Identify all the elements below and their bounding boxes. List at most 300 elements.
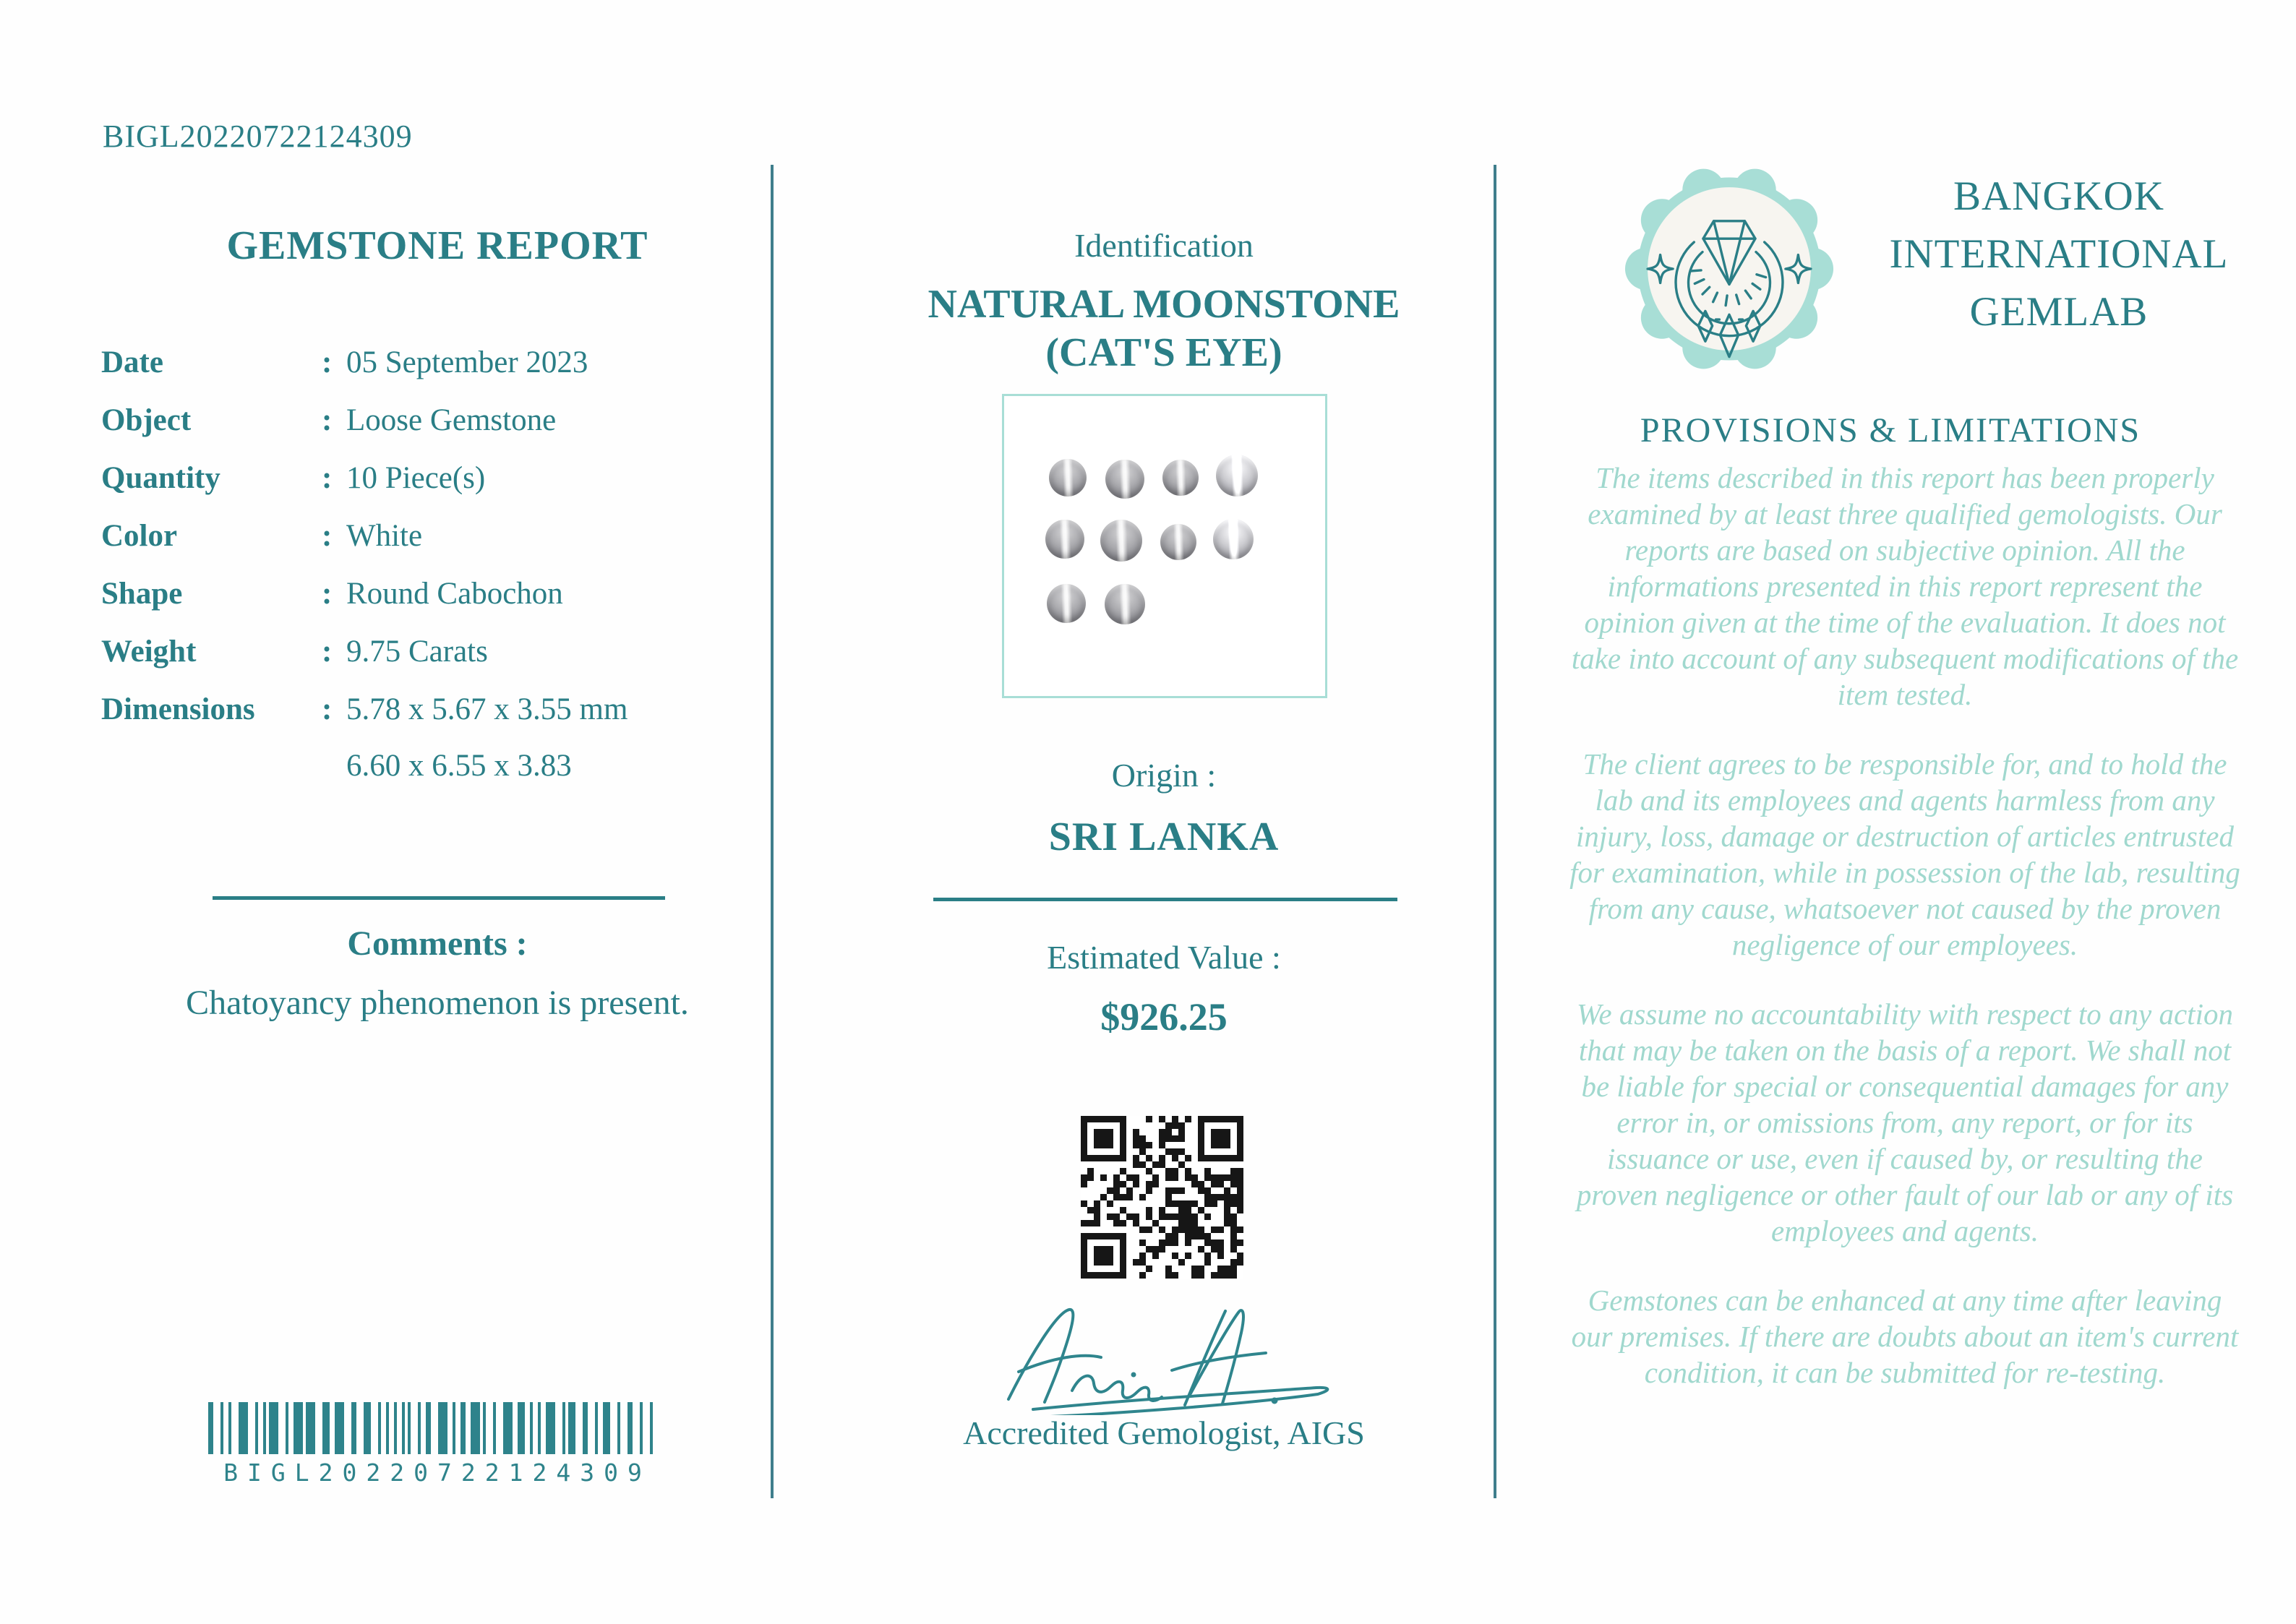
qr-module xyxy=(1178,1194,1185,1200)
qr-module xyxy=(1204,1181,1211,1187)
qr-module xyxy=(1204,1168,1211,1174)
qr-module xyxy=(1178,1213,1185,1220)
barcode-bar xyxy=(617,1402,620,1454)
qr-module xyxy=(1191,1194,1198,1200)
qr-module xyxy=(1217,1187,1224,1194)
qr-module xyxy=(1217,1148,1224,1155)
qr-module xyxy=(1120,1259,1126,1266)
qr-module xyxy=(1217,1168,1224,1174)
qr-module xyxy=(1159,1246,1165,1253)
qr-module xyxy=(1224,1187,1230,1194)
field-label: Color xyxy=(101,519,178,553)
qr-module xyxy=(1146,1155,1152,1161)
qr-module xyxy=(1133,1213,1139,1220)
qr-module xyxy=(1152,1129,1159,1135)
field-colon: : xyxy=(322,692,333,726)
qr-module xyxy=(1211,1226,1217,1233)
qr-module xyxy=(1237,1135,1243,1142)
qr-module xyxy=(1178,1135,1185,1142)
qr-module xyxy=(1198,1253,1204,1259)
qr-module xyxy=(1152,1253,1159,1259)
qr-module xyxy=(1217,1207,1224,1213)
gemstone xyxy=(1100,520,1142,562)
qr-module xyxy=(1191,1272,1198,1279)
qr-module xyxy=(1185,1246,1191,1253)
qr-module xyxy=(1139,1168,1146,1174)
qr-module xyxy=(1087,1187,1094,1194)
qr-module xyxy=(1237,1161,1243,1168)
qr-module xyxy=(1165,1161,1172,1168)
qr-module xyxy=(1191,1181,1198,1187)
qr-module xyxy=(1120,1207,1126,1213)
barcode-bar xyxy=(306,1402,315,1454)
qr-module xyxy=(1133,1148,1139,1155)
qr-module xyxy=(1081,1213,1087,1220)
qr-module xyxy=(1120,1272,1126,1279)
qr-module xyxy=(1126,1246,1133,1253)
qr-module xyxy=(1159,1266,1165,1272)
qr-module xyxy=(1126,1213,1133,1220)
qr-module xyxy=(1120,1142,1126,1148)
qr-module xyxy=(1165,1246,1172,1253)
qr-module xyxy=(1081,1253,1087,1259)
qr-module xyxy=(1100,1194,1107,1200)
qr-module xyxy=(1165,1129,1172,1135)
qr-module xyxy=(1198,1129,1204,1135)
table-row xyxy=(101,517,774,555)
qr-module xyxy=(1120,1233,1126,1240)
qr-module xyxy=(1237,1129,1243,1135)
qr-module xyxy=(1146,1129,1152,1135)
qr-module xyxy=(1237,1207,1243,1213)
qr-module xyxy=(1081,1194,1087,1200)
qr-module xyxy=(1126,1122,1133,1129)
qr-module xyxy=(1100,1129,1107,1135)
qr-module xyxy=(1217,1266,1224,1272)
qr-module xyxy=(1224,1129,1230,1135)
qr-module xyxy=(1100,1240,1107,1246)
qr-module xyxy=(1133,1142,1139,1148)
qr-module xyxy=(1126,1200,1133,1207)
qr-module xyxy=(1204,1233,1211,1240)
qr-module xyxy=(1146,1266,1152,1272)
qr-module xyxy=(1191,1122,1198,1129)
qr-module xyxy=(1178,1122,1185,1129)
qr-module xyxy=(1185,1129,1191,1135)
qr-module xyxy=(1100,1246,1107,1253)
qr-module xyxy=(1224,1240,1230,1246)
qr-module xyxy=(1094,1213,1100,1220)
field-label: Shape xyxy=(101,577,183,611)
qr-module xyxy=(1159,1207,1165,1213)
qr-module xyxy=(1152,1200,1159,1207)
qr-module xyxy=(1230,1200,1237,1207)
gemstone xyxy=(1045,520,1084,559)
qr-module xyxy=(1198,1259,1204,1266)
qr-module xyxy=(1152,1272,1159,1279)
qr-module xyxy=(1113,1200,1120,1207)
qr-module xyxy=(1191,1246,1198,1253)
qr-module xyxy=(1224,1253,1230,1259)
qr-module xyxy=(1126,1233,1133,1240)
column-divider-right xyxy=(1494,165,1496,1498)
qr-module xyxy=(1185,1200,1191,1207)
qr-module xyxy=(1204,1266,1211,1272)
qr-module xyxy=(1139,1246,1146,1253)
qr-module xyxy=(1146,1220,1152,1226)
qr-module xyxy=(1139,1253,1146,1259)
qr-module xyxy=(1081,1181,1087,1187)
signature xyxy=(987,1292,1363,1415)
qr-module xyxy=(1230,1194,1237,1200)
qr-module xyxy=(1126,1168,1133,1174)
qr-module xyxy=(1094,1226,1100,1233)
qr-module xyxy=(1185,1187,1191,1194)
qr-module xyxy=(1159,1240,1165,1246)
qr-module xyxy=(1126,1142,1133,1148)
qr-module xyxy=(1113,1259,1120,1266)
qr-module xyxy=(1107,1181,1113,1187)
qr-module xyxy=(1094,1233,1100,1240)
comments-heading: Comments : xyxy=(347,924,528,963)
qr-module xyxy=(1152,1226,1159,1233)
qr-module xyxy=(1237,1200,1243,1207)
identification-value-line2: (CAT'S EYE) xyxy=(1045,330,1282,375)
qr-module xyxy=(1191,1168,1198,1174)
qr-module xyxy=(1237,1253,1243,1259)
qr-module xyxy=(1230,1213,1237,1220)
qr-module xyxy=(1081,1259,1087,1266)
qr-module xyxy=(1165,1122,1172,1129)
qr-module xyxy=(1211,1155,1217,1161)
qr-module xyxy=(1204,1213,1211,1220)
qr-module xyxy=(1113,1240,1120,1246)
qr-module xyxy=(1211,1174,1217,1181)
qr-module xyxy=(1204,1174,1211,1181)
table-row xyxy=(101,690,774,785)
barcode-bar xyxy=(208,1402,213,1454)
qr-module xyxy=(1133,1187,1139,1194)
qr-module xyxy=(1217,1259,1224,1266)
qr-module xyxy=(1211,1240,1217,1246)
qr-module xyxy=(1139,1213,1146,1220)
qr-module xyxy=(1146,1161,1152,1168)
field-value: 9.75 Carats xyxy=(346,635,488,669)
qr-module xyxy=(1094,1253,1100,1259)
qr-module xyxy=(1198,1240,1204,1246)
qr-module xyxy=(1100,1168,1107,1174)
qr-module xyxy=(1204,1129,1211,1135)
qr-module xyxy=(1081,1155,1087,1161)
qr-module xyxy=(1185,1116,1191,1122)
qr-module xyxy=(1211,1220,1217,1226)
qr-module xyxy=(1133,1207,1139,1213)
qr-module xyxy=(1224,1174,1230,1181)
qr-module xyxy=(1146,1200,1152,1207)
barcode-bar xyxy=(471,1402,480,1454)
qr-module xyxy=(1237,1266,1243,1272)
qr-module xyxy=(1237,1181,1243,1187)
qr-module xyxy=(1237,1142,1243,1148)
qr-module xyxy=(1107,1220,1113,1226)
qr-module xyxy=(1126,1259,1133,1266)
qr-module xyxy=(1126,1161,1133,1168)
qr-module xyxy=(1172,1266,1178,1272)
qr-module xyxy=(1217,1213,1224,1220)
barcode-bar xyxy=(294,1402,303,1454)
qr-module xyxy=(1100,1155,1107,1161)
qr-module xyxy=(1113,1253,1120,1259)
qr-module xyxy=(1224,1168,1230,1174)
qr-module xyxy=(1211,1122,1217,1129)
qr-module xyxy=(1159,1194,1165,1200)
field-label: Object xyxy=(101,403,192,437)
barcode-bar xyxy=(408,1402,411,1454)
qr-module xyxy=(1133,1220,1139,1226)
qr-module xyxy=(1211,1168,1217,1174)
qr-module xyxy=(1100,1142,1107,1148)
qr-module xyxy=(1191,1135,1198,1142)
qr-module xyxy=(1198,1226,1204,1233)
qr-module xyxy=(1107,1226,1113,1233)
qr-module xyxy=(1211,1194,1217,1200)
gemstone xyxy=(1105,584,1145,624)
qr-module xyxy=(1152,1142,1159,1148)
estimated-value-amount: $926.25 xyxy=(1100,995,1228,1039)
qr-module xyxy=(1237,1259,1243,1266)
qr-module xyxy=(1224,1272,1230,1279)
qr-module xyxy=(1185,1240,1191,1246)
qr-module xyxy=(1126,1240,1133,1246)
qr-module xyxy=(1211,1187,1217,1194)
qr-module xyxy=(1172,1122,1178,1129)
page-title: GEMSTONE REPORT xyxy=(226,223,648,268)
qr-module xyxy=(1120,1253,1126,1259)
qr-module xyxy=(1191,1129,1198,1135)
qr-module xyxy=(1087,1213,1094,1220)
qr-module xyxy=(1165,1207,1172,1213)
qr-module xyxy=(1198,1200,1204,1207)
identification-heading: Identification xyxy=(1074,227,1254,264)
qr-module xyxy=(1133,1226,1139,1233)
qr-module xyxy=(1094,1168,1100,1174)
qr-module xyxy=(1185,1142,1191,1148)
qr-module xyxy=(1185,1122,1191,1129)
qr-module xyxy=(1178,1272,1185,1279)
qr-module xyxy=(1146,1240,1152,1246)
qr-module xyxy=(1126,1174,1133,1181)
qr-module xyxy=(1126,1253,1133,1259)
qr-module xyxy=(1139,1226,1146,1233)
qr-module xyxy=(1094,1161,1100,1168)
qr-module xyxy=(1159,1233,1165,1240)
qr-module xyxy=(1094,1181,1100,1187)
qr-module xyxy=(1120,1161,1126,1168)
barcode-bar xyxy=(650,1402,653,1454)
qr-module xyxy=(1165,1148,1172,1155)
qr-module xyxy=(1185,1174,1191,1181)
qr-module xyxy=(1133,1194,1139,1200)
qr-module xyxy=(1237,1246,1243,1253)
qr-module xyxy=(1152,1181,1159,1187)
qr-module xyxy=(1172,1233,1178,1240)
qr-module xyxy=(1126,1181,1133,1187)
qr-module xyxy=(1230,1135,1237,1142)
qr-module xyxy=(1081,1187,1087,1194)
qr-module xyxy=(1172,1155,1178,1161)
qr-module xyxy=(1224,1135,1230,1142)
qr-module xyxy=(1198,1194,1204,1200)
qr-module xyxy=(1237,1168,1243,1174)
qr-module xyxy=(1230,1129,1237,1135)
qr-module xyxy=(1211,1135,1217,1142)
qr-module xyxy=(1133,1161,1139,1168)
identification-value-line1: NATURAL MOONSTONE xyxy=(928,282,1400,327)
qr-code xyxy=(1081,1116,1243,1279)
qr-module xyxy=(1133,1200,1139,1207)
qr-module xyxy=(1146,1194,1152,1200)
qr-module xyxy=(1100,1116,1107,1122)
qr-module xyxy=(1146,1168,1152,1174)
qr-module xyxy=(1165,1240,1172,1246)
qr-module xyxy=(1172,1187,1178,1194)
barcode-bar xyxy=(269,1402,278,1454)
qr-module xyxy=(1133,1168,1139,1174)
gemstone-photo xyxy=(1002,394,1327,698)
qr-module xyxy=(1126,1148,1133,1155)
qr-module xyxy=(1159,1135,1165,1142)
table-row xyxy=(101,459,774,497)
qr-module xyxy=(1165,1266,1172,1272)
qr-module xyxy=(1185,1266,1191,1272)
qr-module xyxy=(1081,1116,1087,1122)
provisions-text xyxy=(1569,460,2241,1424)
qr-module xyxy=(1230,1116,1237,1122)
qr-module xyxy=(1100,1135,1107,1142)
qr-module xyxy=(1094,1246,1100,1253)
barcode-bar xyxy=(286,1402,288,1454)
qr-module xyxy=(1139,1220,1146,1226)
qr-module xyxy=(1113,1187,1120,1194)
qr-module xyxy=(1204,1142,1211,1148)
qr-module xyxy=(1094,1200,1100,1207)
qr-module xyxy=(1107,1259,1113,1266)
qr-module xyxy=(1217,1122,1224,1129)
qr-module xyxy=(1126,1272,1133,1279)
lab-name-line2: INTERNATIONAL xyxy=(1889,231,2229,277)
qr-module xyxy=(1204,1246,1211,1253)
qr-module xyxy=(1107,1200,1113,1207)
barcode-bar xyxy=(364,1402,371,1454)
qr-module xyxy=(1081,1174,1087,1181)
qr-module xyxy=(1191,1200,1198,1207)
qr-module xyxy=(1133,1272,1139,1279)
qr-module xyxy=(1224,1226,1230,1233)
barcode-bar xyxy=(562,1402,565,1454)
qr-module xyxy=(1237,1226,1243,1233)
qr-module xyxy=(1120,1168,1126,1174)
qr-module xyxy=(1133,1233,1139,1240)
qr-module xyxy=(1087,1200,1094,1207)
qr-module xyxy=(1081,1246,1087,1253)
qr-module xyxy=(1165,1259,1172,1266)
qr-module xyxy=(1081,1233,1087,1240)
qr-module xyxy=(1087,1116,1094,1122)
qr-module xyxy=(1172,1220,1178,1226)
field-value: White xyxy=(346,519,423,553)
qr-module xyxy=(1211,1253,1217,1259)
qr-module xyxy=(1211,1142,1217,1148)
qr-module xyxy=(1120,1116,1126,1122)
qr-module xyxy=(1224,1246,1230,1253)
qr-module xyxy=(1094,1272,1100,1279)
qr-module xyxy=(1172,1116,1178,1122)
gemstone xyxy=(1105,460,1144,499)
qr-module xyxy=(1081,1240,1087,1246)
qr-module xyxy=(1185,1148,1191,1155)
qr-module xyxy=(1133,1135,1139,1142)
barcode-bar xyxy=(239,1402,248,1454)
qr-module xyxy=(1087,1135,1094,1142)
qr-module xyxy=(1139,1142,1146,1148)
qr-module xyxy=(1178,1200,1185,1207)
qr-module xyxy=(1107,1135,1113,1142)
qr-module xyxy=(1172,1135,1178,1142)
barcode-bar xyxy=(603,1402,610,1454)
qr-module xyxy=(1152,1116,1159,1122)
origin-heading: Origin : xyxy=(1111,757,1217,794)
gemlab-logo xyxy=(1624,163,1835,374)
qr-module xyxy=(1237,1240,1243,1246)
qr-module xyxy=(1100,1266,1107,1272)
barcode-bar xyxy=(335,1402,344,1454)
barcode-bar xyxy=(220,1402,223,1454)
qr-module xyxy=(1152,1213,1159,1220)
qr-module xyxy=(1204,1187,1211,1194)
qr-module xyxy=(1185,1226,1191,1233)
qr-module xyxy=(1094,1129,1100,1135)
qr-module xyxy=(1230,1122,1237,1129)
qr-module xyxy=(1159,1220,1165,1226)
qr-module xyxy=(1113,1155,1120,1161)
qr-module xyxy=(1159,1213,1165,1220)
field-colon: : xyxy=(322,345,333,379)
qr-module xyxy=(1094,1155,1100,1161)
qr-module xyxy=(1126,1155,1133,1161)
qr-module xyxy=(1230,1161,1237,1168)
qr-module xyxy=(1224,1161,1230,1168)
qr-module xyxy=(1120,1220,1126,1226)
barcode xyxy=(208,1402,667,1487)
field-label: Quantity xyxy=(101,461,220,495)
qr-module xyxy=(1211,1233,1217,1240)
qr-module xyxy=(1139,1129,1146,1135)
qr-module xyxy=(1165,1142,1172,1148)
qr-module xyxy=(1159,1272,1165,1279)
qr-module xyxy=(1146,1122,1152,1129)
qr-module xyxy=(1120,1240,1126,1246)
qr-module xyxy=(1191,1174,1198,1181)
qr-module xyxy=(1152,1187,1159,1194)
table-row xyxy=(101,401,774,439)
qr-module xyxy=(1217,1181,1224,1187)
qr-module xyxy=(1185,1233,1191,1240)
qr-module xyxy=(1224,1207,1230,1213)
qr-module xyxy=(1133,1122,1139,1129)
qr-module xyxy=(1224,1213,1230,1220)
qr-module xyxy=(1204,1253,1211,1259)
qr-module xyxy=(1152,1135,1159,1142)
